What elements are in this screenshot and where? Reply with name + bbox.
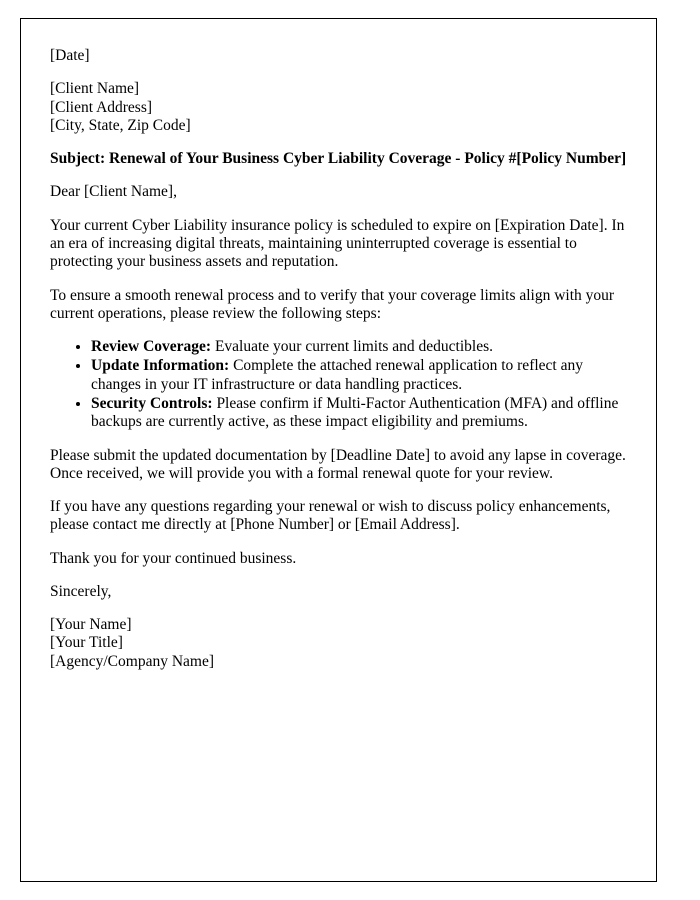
recipient-city-state-zip: [City, State, Zip Code] <box>50 116 191 134</box>
paragraph-contact: If you have any questions regarding your renewal or wish to discuss policy enhancements, please contact me directly at [Phone Number] or [Email Address]. <box>50 498 611 534</box>
letter-date: [Date] <box>50 47 90 64</box>
recipient-address: [Client Address] <box>50 98 153 116</box>
paragraph-deadline: Please submit the updated documentation by [Deadline Date] to avoid any lapse in coverage. Once received, we will provide you with a formal renewal quote for your review. <box>50 446 626 482</box>
bullet-label: Update Information: <box>91 357 230 375</box>
paragraph-renewal-steps-intro: To ensure a smooth renewal process and to verify that your coverage limits align with your current operations, please review the following steps: <box>50 286 615 322</box>
recipient-name: [Client Name] <box>50 80 140 98</box>
paragraph-thank-you: Thank you for your continued business. <box>50 549 297 567</box>
signature-block <box>50 616 630 671</box>
recipient-block <box>50 80 630 135</box>
renewal-steps-list <box>50 338 630 431</box>
signature-title: [Your Title] <box>50 634 123 652</box>
bullet-text: Evaluate your current limits and deductibles. <box>211 338 494 356</box>
closing: Sincerely, <box>50 582 112 600</box>
subject-line: Subject: Renewal of Your Business Cyber Liability Coverage - Policy #[Policy Number] <box>50 150 627 168</box>
signature-name: [Your Name] <box>50 616 132 634</box>
list-item-review-coverage <box>91 338 630 356</box>
signature-company: [Agency/Company Name] <box>50 652 214 670</box>
list-item-security-controls <box>91 395 630 432</box>
letter-page <box>20 18 657 882</box>
paragraph-expiration: Your current Cyber Liability insurance policy is scheduled to expire on [Expiration Date]. In an era of increasing digital threats, maintaining uninterrupted coverage is essential to protecting your business assets and reputation. <box>50 216 625 271</box>
bullet-text: Please confirm if Multi-Factor Authentication (MFA) and offline backups are currently active, as these impact eligibility and premiums. <box>91 394 619 431</box>
list-item-update-information <box>91 357 630 394</box>
bullet-label: Security Controls: <box>91 394 213 412</box>
bullet-text: Complete the attached renewal application to reflect any changes in your IT infrastructure or data handling practices. <box>91 357 583 393</box>
salutation: Dear [Client Name], <box>50 183 177 201</box>
bullet-label: Review Coverage: <box>91 338 212 356</box>
